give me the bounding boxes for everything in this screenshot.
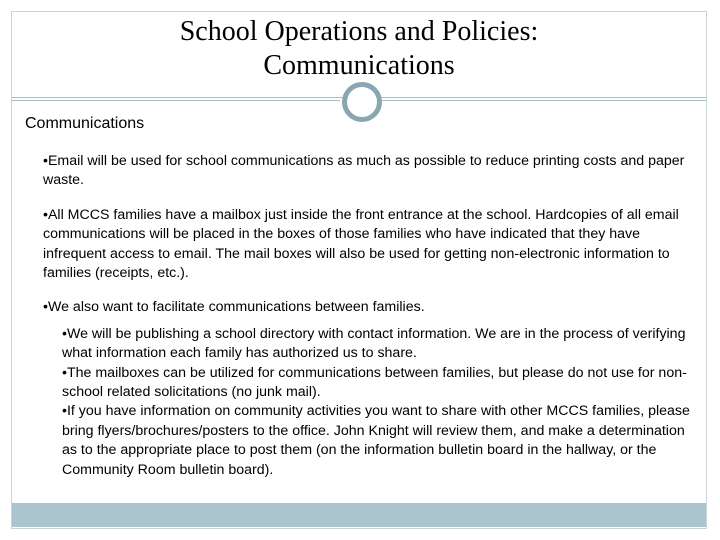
section-heading: Communications (25, 115, 145, 132)
sub-item-community: •If you have information on community activities you want to share with other MCCS families, please bring flyers/brochures/posters to the office. John Knight will review them, and make a determination as to the appropriate place to post them (on the information bulletin board in the hallway, or the Community Room bulletin board). (62, 403, 690, 478)
sub-list (62, 325, 693, 480)
paragraph-families: •We also want to facilitate communications between families. (43, 299, 425, 316)
paragraph-mailbox: •All MCCS families have a mailbox just inside the front entrance at the school. Hardcopies of all email communications will be placed in the boxes of those families who have indicated that they have infrequent access to email. The mail boxes will also be used for getting non-electronic information to families (receipts, etc.). (43, 206, 679, 282)
sub-item-directory: •We will be publishing a school directory with contact information. We are in the process of verifying what information each family has authorized us to share. (62, 325, 686, 362)
paragraph-email: •Email will be used for school communications as much as possible to reduce printing costs and paper waste. (43, 153, 685, 189)
slide-title-line-2: Communications (263, 50, 455, 81)
divider-left (12, 100, 340, 101)
slide-title-line-1: School Operations and Policies: (179, 16, 539, 47)
sub-item-mailboxes: •The mailboxes can be utilized for communications between families, but please do not use for non-school related solicitations (no junk mail). (62, 364, 687, 401)
body-content (43, 152, 693, 480)
circle-ornament-icon (342, 82, 382, 122)
divider-right (382, 100, 706, 101)
footer-bar (12, 503, 706, 527)
